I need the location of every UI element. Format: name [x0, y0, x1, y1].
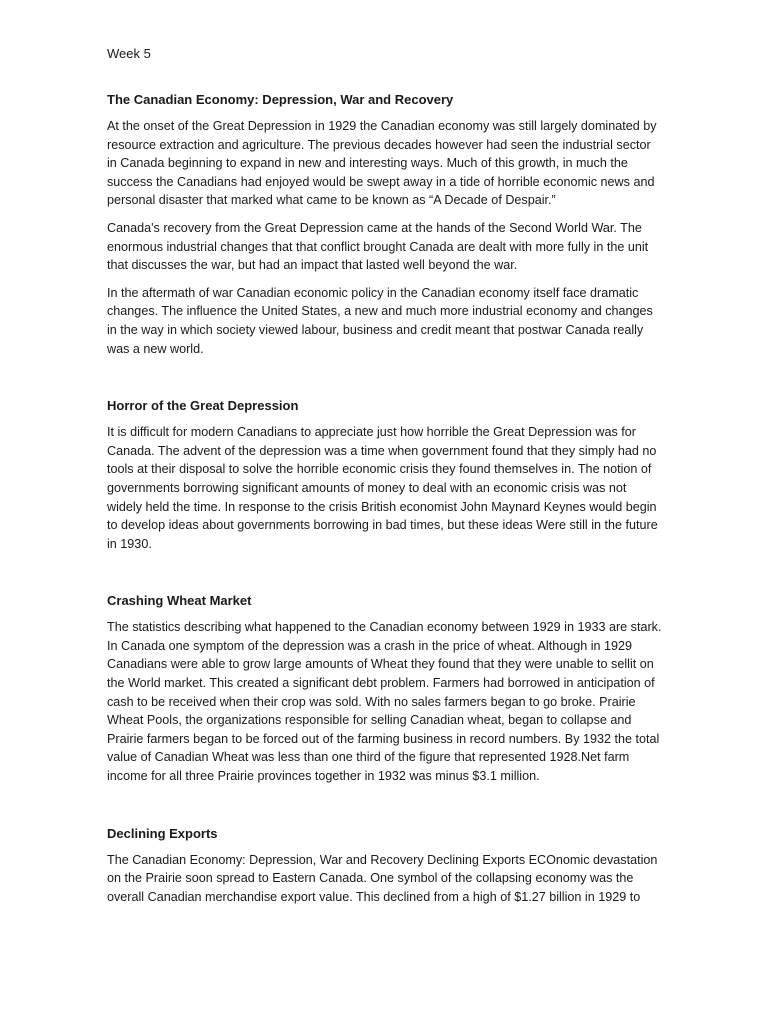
section-horror-great-depression — [107, 396, 663, 553]
section-spacer — [107, 367, 663, 396]
document-page — [107, 44, 663, 915]
section-canadian-economy — [107, 90, 663, 358]
section-heading: Horror of the Great Depression — [107, 398, 299, 414]
paragraph: The statistics describing what happened to the Canadian economy between 1929 in 1933 are stark. In Canada one symptom of the depression was a crash in the price of wheat. Although in 1929 Canadians were able to grow large amounts of Wheat they found that they were unable to sellit on the World market. This created a significant debt problem. Farmers had borrowed in anticipation of cash to be received when their crop was sold. With no sales farmers began to go broke. Prairie Wheat Pools, the organizations responsible for selling Canadian wheat, began to collapse and Prairie farmers began to be forced out of the farming business in record numbers. By 1932 the total value of Canadian Wheat was less than one third of the figure that represented 1928.Net farm income for all three Prairie provinces together in 1932 was minus $3.1 million. — [107, 620, 662, 784]
section-heading: The Canadian Economy: Depression, War and Recovery — [107, 92, 454, 107]
paragraph: Canada's recovery from the Great Depression came at the hands of the Second World War. The enormous industrial changes that that conflict brought Canada are dealt with more fully in the unit that discusses the war, but had an impact that lasted well beyond the war. — [107, 220, 649, 273]
section-spacer — [107, 562, 663, 591]
paragraph: In the aftermath of war Canadian economic policy in the Canadian economy itself face dramatic changes. The influence the United States, a new and much more industrial economy and changes in the way in which society viewed labour, business and credit meant that postwar Canada really was a new world. — [107, 285, 653, 356]
section-declining-exports — [107, 824, 663, 907]
section-heading: Crashing Wheat Market — [107, 593, 252, 609]
paragraph: It is difficult for modern Canadians to appreciate just how horrible the Great Depression was for Canada. The advent of the depression was a time when government found that they simply had no tools at their disposal to solve the horrible economic crisis they found themselves in. The notion of governments borrowing significant amounts of money to deal with an economic crisis was not widely held the time. In response to the crisis British economist John Maynard Keynes would begin to develop ideas about governments borrowing in bad times, but these ideas Were still in the future in 1930. — [107, 425, 658, 551]
section-heading: Declining Exports — [107, 825, 218, 841]
paragraph: The Canadian Economy: Depression, War and Recovery Declining Exports ECOnomic devastation on the Prairie soon spread to Eastern Canada. One symbol of the collapsing economy was the overall Canadian merchandise export value. This declined from a high of $1.27 billion in 1929 to — [107, 852, 658, 904]
section-crashing-wheat-market — [107, 591, 663, 785]
section-spacer — [107, 795, 663, 824]
paragraph: At the onset of the Great Depression in 1929 the Canadian economy was still largely dominated by resource extraction and agriculture. The previous decades however had seen the industrial sector in Canada beginning to expand in new and interesting ways. Much of this growth, in much the success the Canadians had enjoyed would be swept away in a tide of horrible economic news and personal disaster that marked what came to be known as “A Decade of Despair.” — [107, 119, 657, 208]
week-label: Week 5 — [107, 46, 151, 61]
